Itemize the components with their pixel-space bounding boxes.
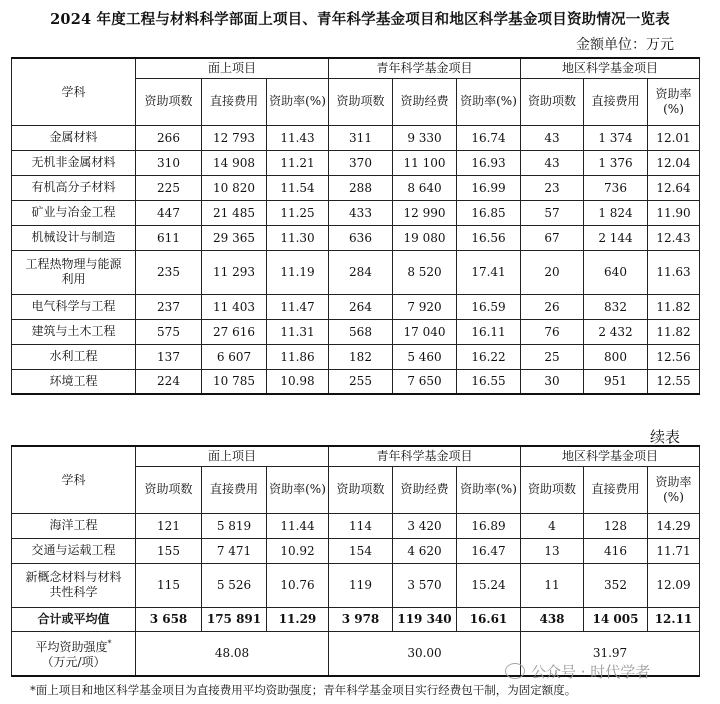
data-cell: 311 [329, 125, 393, 150]
subheader-cell: 资助率(%) [457, 78, 521, 125]
data-cell: 255 [329, 369, 393, 394]
discipline-name: 环境工程 [12, 369, 136, 394]
subheader-cell: 资助项数 [521, 78, 584, 125]
data-cell: 12 793 [202, 125, 267, 150]
data-cell: 13 [521, 538, 584, 563]
data-cell: 128 [584, 513, 648, 538]
data-cell: 11.21 [267, 150, 329, 175]
data-cell: 12.04 [648, 150, 700, 175]
data-cell: 11.86 [267, 344, 329, 369]
data-cell: 3 420 [393, 513, 457, 538]
data-cell: 11.30 [267, 225, 329, 250]
table2-body [12, 513, 700, 607]
data-cell: 11.43 [267, 125, 329, 150]
subheader-cell: 资助率(%) [267, 78, 329, 125]
subheader-cell: 资助项数 [136, 466, 202, 513]
data-cell: 8 640 [393, 175, 457, 200]
data-cell: 30 [521, 369, 584, 394]
discipline-name: 矿业与冶金工程 [12, 200, 136, 225]
subheader-cell: 资助率(%) [648, 78, 700, 125]
data-cell: 224 [136, 369, 202, 394]
data-cell: 416 [584, 538, 648, 563]
table-row [12, 225, 700, 250]
data-cell: 11.19 [267, 250, 329, 294]
subheader-cell: 资助率(%) [267, 466, 329, 513]
data-cell: 11.82 [648, 294, 700, 319]
total-cell: 119 340 [393, 607, 457, 631]
data-cell: 16.99 [457, 175, 521, 200]
data-cell: 310 [136, 150, 202, 175]
data-cell: 5 819 [202, 513, 267, 538]
data-cell: 11 293 [202, 250, 267, 294]
data-cell: 10.92 [267, 538, 329, 563]
data-cell: 7 920 [393, 294, 457, 319]
data-cell: 1 824 [584, 200, 648, 225]
total-cell: 175 891 [202, 607, 267, 631]
data-cell: 640 [584, 250, 648, 294]
data-cell: 7 650 [393, 369, 457, 394]
table-row [12, 538, 700, 563]
data-cell: 11 [521, 563, 584, 607]
discipline-name: 有机高分子材料 [12, 175, 136, 200]
data-cell: 14 908 [202, 150, 267, 175]
subheader-cell: 直接费用 [202, 78, 267, 125]
data-cell: 76 [521, 319, 584, 344]
data-cell: 11.47 [267, 294, 329, 319]
table-row [12, 175, 700, 200]
header-general-program: 面上项目 [136, 58, 329, 78]
currency-unit-note: 金额单位：万元 [576, 37, 674, 53]
subheader-cell: 直接费用 [584, 466, 648, 513]
funding-table-main [11, 57, 700, 395]
data-cell: 11.71 [648, 538, 700, 563]
discipline-name: 建筑与土木工程 [12, 319, 136, 344]
data-cell: 447 [136, 200, 202, 225]
subheader-cell: 资助项数 [521, 466, 584, 513]
data-cell: 16.89 [457, 513, 521, 538]
data-cell: 26 [521, 294, 584, 319]
data-cell: 2 432 [584, 319, 648, 344]
intensity-regional: 31.97 [521, 631, 700, 676]
table-row [12, 294, 700, 319]
data-cell: 575 [136, 319, 202, 344]
data-cell: 11.54 [267, 175, 329, 200]
data-cell: 288 [329, 175, 393, 200]
data-cell: 5 460 [393, 344, 457, 369]
data-cell: 11 100 [393, 150, 457, 175]
discipline-name: 机械设计与制造 [12, 225, 136, 250]
data-cell: 182 [329, 344, 393, 369]
header-youth-program: 青年科学基金项目 [329, 58, 521, 78]
data-cell: 16.74 [457, 125, 521, 150]
table-row [12, 344, 700, 369]
data-cell: 235 [136, 250, 202, 294]
data-cell: 67 [521, 225, 584, 250]
subheader-cell: 直接费用 [202, 466, 267, 513]
data-cell: 12.01 [648, 125, 700, 150]
data-cell: 11.63 [648, 250, 700, 294]
data-cell: 1 374 [584, 125, 648, 150]
total-cell: 14 005 [584, 607, 648, 631]
subheader-cell: 资助经费 [393, 78, 457, 125]
subheader-cell: 资助率(%) [648, 466, 700, 513]
data-cell: 11 403 [202, 294, 267, 319]
header-regional-program: 地区科学基金项目 [521, 446, 700, 466]
discipline-name: 海洋工程 [12, 513, 136, 538]
data-cell: 568 [329, 319, 393, 344]
table-row [12, 200, 700, 225]
data-cell: 832 [584, 294, 648, 319]
funding-table-continued [11, 445, 700, 677]
data-cell: 284 [329, 250, 393, 294]
total-cell: 438 [521, 607, 584, 631]
discipline-name: 工程热物理与能源利用 [12, 250, 136, 294]
intensity-label: 平均资助强度* （万元/项） [12, 631, 136, 676]
data-cell: 10.76 [267, 563, 329, 607]
data-cell: 237 [136, 294, 202, 319]
data-cell: 119 [329, 563, 393, 607]
subheader-cell: 资助项数 [329, 466, 393, 513]
data-cell: 154 [329, 538, 393, 563]
data-cell: 20 [521, 250, 584, 294]
data-cell: 21 485 [202, 200, 267, 225]
data-cell: 10.98 [267, 369, 329, 394]
data-cell: 12.55 [648, 369, 700, 394]
data-cell: 121 [136, 513, 202, 538]
footnote: *面上项目和地区科学基金项目为直接费用平均资助强度；青年科学基金项目实行经费包干制，为固定额度。 [30, 683, 577, 697]
data-cell: 7 471 [202, 538, 267, 563]
data-cell: 4 [521, 513, 584, 538]
data-cell: 6 607 [202, 344, 267, 369]
data-cell: 11.44 [267, 513, 329, 538]
data-cell: 736 [584, 175, 648, 200]
data-cell: 4 620 [393, 538, 457, 563]
data-cell: 43 [521, 150, 584, 175]
data-cell: 11.82 [648, 319, 700, 344]
total-label: 合计或平均值 [12, 607, 136, 631]
total-cell: 3 978 [329, 607, 393, 631]
discipline-name: 电气科学与工程 [12, 294, 136, 319]
data-cell: 800 [584, 344, 648, 369]
data-cell: 14.29 [648, 513, 700, 538]
total-cell: 11.29 [267, 607, 329, 631]
data-cell: 29 365 [202, 225, 267, 250]
data-cell: 9 330 [393, 125, 457, 150]
data-cell: 1 376 [584, 150, 648, 175]
data-cell: 16.11 [457, 319, 521, 344]
discipline-name: 金属材料 [12, 125, 136, 150]
data-cell: 16.56 [457, 225, 521, 250]
data-cell: 264 [329, 294, 393, 319]
intensity-general: 48.08 [136, 631, 329, 676]
data-cell: 3 570 [393, 563, 457, 607]
data-cell: 11.25 [267, 200, 329, 225]
subheader-cell: 直接费用 [584, 78, 648, 125]
data-cell: 266 [136, 125, 202, 150]
subheader-cell: 资助经费 [393, 466, 457, 513]
data-cell: 370 [329, 150, 393, 175]
table-row [12, 563, 700, 607]
data-cell: 636 [329, 225, 393, 250]
data-cell: 114 [329, 513, 393, 538]
data-cell: 12.64 [648, 175, 700, 200]
data-cell: 16.59 [457, 294, 521, 319]
data-cell: 16.22 [457, 344, 521, 369]
data-cell: 115 [136, 563, 202, 607]
table-row [12, 369, 700, 394]
data-cell: 15.24 [457, 563, 521, 607]
data-cell: 11.31 [267, 319, 329, 344]
header-general-program: 面上项目 [136, 446, 329, 466]
discipline-name: 无机非金属材料 [12, 150, 136, 175]
discipline-name: 交通与运载工程 [12, 538, 136, 563]
table-row [12, 250, 700, 294]
table1-body [12, 125, 700, 394]
discipline-name: 水利工程 [12, 344, 136, 369]
discipline-name: 新概念材料与材料共性科学 [12, 563, 136, 607]
table-row [12, 125, 700, 150]
subheader-cell: 资助率(%) [457, 466, 521, 513]
data-cell: 8 520 [393, 250, 457, 294]
wechat-icon [505, 663, 525, 679]
data-cell: 12.09 [648, 563, 700, 607]
data-cell: 16.85 [457, 200, 521, 225]
header-regional-program: 地区科学基金项目 [521, 58, 700, 78]
continued-label: 续表 [649, 428, 680, 446]
data-cell: 433 [329, 200, 393, 225]
data-cell: 25 [521, 344, 584, 369]
total-row [12, 607, 700, 631]
data-cell: 11.90 [648, 200, 700, 225]
data-cell: 10 820 [202, 175, 267, 200]
data-cell: 16.55 [457, 369, 521, 394]
data-cell: 611 [136, 225, 202, 250]
total-cell: 3 658 [136, 607, 202, 631]
data-cell: 27 616 [202, 319, 267, 344]
data-cell: 17.41 [457, 250, 521, 294]
watermark: 公众号 · 时代学者 [505, 661, 650, 682]
subheader-cell: 资助项数 [329, 78, 393, 125]
data-cell: 12 990 [393, 200, 457, 225]
intensity-youth: 30.00 [329, 631, 521, 676]
data-cell: 16.47 [457, 538, 521, 563]
data-cell: 10 785 [202, 369, 267, 394]
data-cell: 57 [521, 200, 584, 225]
data-cell: 5 526 [202, 563, 267, 607]
table-row [12, 150, 700, 175]
data-cell: 155 [136, 538, 202, 563]
data-cell: 225 [136, 175, 202, 200]
data-cell: 2 144 [584, 225, 648, 250]
page-title: 2024 年度工程与材料科学部面上项目、青年科学基金项目和地区科学基金项目资助情况一览表 [50, 11, 670, 28]
data-cell: 137 [136, 344, 202, 369]
total-cell: 16.61 [457, 607, 521, 631]
data-cell: 43 [521, 125, 584, 150]
data-cell: 17 040 [393, 319, 457, 344]
table-row [12, 319, 700, 344]
data-cell: 16.93 [457, 150, 521, 175]
data-cell: 951 [584, 369, 648, 394]
header-discipline: 学科 [12, 58, 136, 125]
data-cell: 19 080 [393, 225, 457, 250]
header-discipline: 学科 [12, 446, 136, 513]
table-row [12, 513, 700, 538]
data-cell: 352 [584, 563, 648, 607]
data-cell: 12.43 [648, 225, 700, 250]
header-youth-program: 青年科学基金项目 [329, 446, 521, 466]
total-cell: 12.11 [648, 607, 700, 631]
data-cell: 12.56 [648, 344, 700, 369]
data-cell: 23 [521, 175, 584, 200]
subheader-cell: 资助项数 [136, 78, 202, 125]
